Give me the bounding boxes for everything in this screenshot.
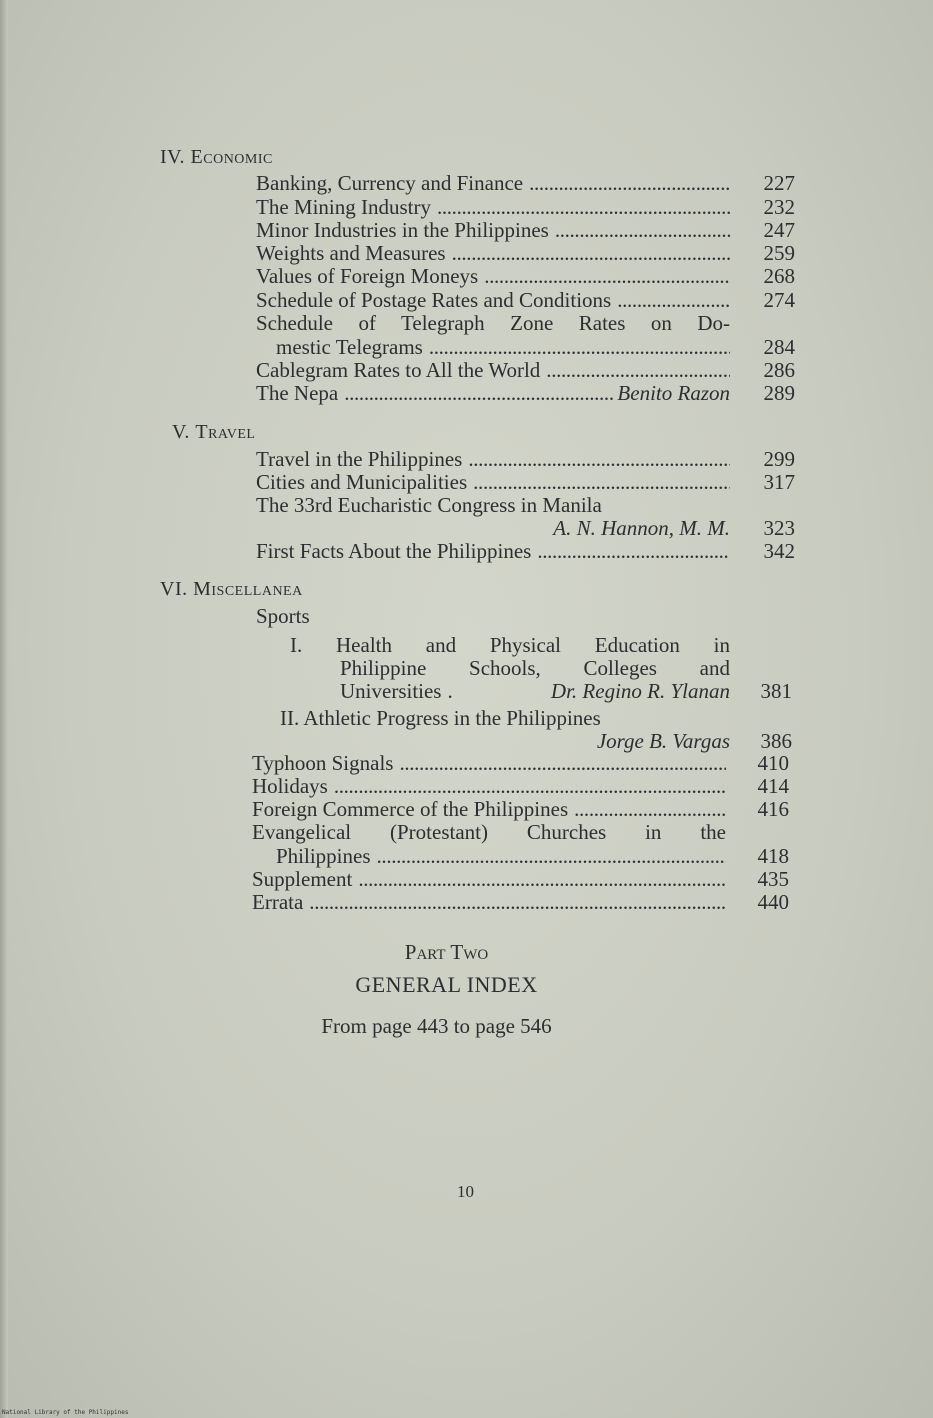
entry-title: Schedule of Postage Rates and Conditions <box>256 288 612 312</box>
toc-entry[interactable] <box>256 448 730 471</box>
section-heading-economic <box>160 146 273 169</box>
toc-entry[interactable] <box>256 172 730 195</box>
leader-dots <box>546 359 730 382</box>
toc-entry[interactable] <box>256 219 730 242</box>
toc-entry[interactable] <box>252 752 726 775</box>
page-spine-edge <box>0 0 8 1418</box>
entry-title: Holidays <box>252 774 328 798</box>
entry-page-number: 418 <box>757 844 789 868</box>
entry-page-number: 416 <box>757 797 789 821</box>
entry-title: The Nepa <box>256 381 339 405</box>
entry-title: Cablegram Rates to All the World <box>256 358 541 382</box>
entry-page-number: 414 <box>757 774 789 798</box>
entry-page-number: 274 <box>763 288 795 312</box>
entry-title: Weights and Measures <box>256 241 446 265</box>
leader-dots <box>529 172 730 195</box>
leader-dots <box>468 448 730 471</box>
entry-title: Values of Foreign Moneys <box>256 264 479 288</box>
leader-dots <box>452 242 730 265</box>
toc-entry[interactable] <box>256 359 730 382</box>
entry-page-number: 386 <box>760 729 792 753</box>
section-numeral: IV. <box>160 146 186 168</box>
entry-page-number: 286 <box>763 358 795 382</box>
leader-dots <box>437 196 730 219</box>
toc-entry[interactable] <box>256 540 730 563</box>
entry-title: Typhoon Signals <box>252 751 394 775</box>
section-numeral: V. <box>172 421 190 443</box>
section-heading-miscellanea <box>160 578 303 601</box>
general-index-title: GENERAL INDEX <box>355 972 538 997</box>
entry-page-number: 289 <box>763 381 795 405</box>
toc-entry[interactable] <box>252 775 726 798</box>
entry-author: A. N. Hannon, M. M. <box>553 516 730 540</box>
general-index-range: From page 443 to page 546 <box>321 1014 552 1038</box>
toc-entry-line2: Philippine Schools, Colleges and <box>340 656 730 680</box>
entry-title: Cities and Municipalities <box>256 470 468 494</box>
toc-entry[interactable] <box>256 265 730 288</box>
section-heading-travel <box>172 421 255 444</box>
entry-title: First Facts About the Philippines <box>256 539 532 563</box>
part-two-label: Part Two <box>404 940 489 964</box>
entry-title: The Mining Industry <box>256 195 431 219</box>
entry-title: Minor Industries in the Philippines <box>256 218 549 242</box>
entry-page-number: 381 <box>760 679 792 703</box>
toc-entry[interactable] <box>256 242 730 265</box>
page-number: 10 <box>457 1182 474 1201</box>
entry-title: Universities <box>340 679 442 703</box>
leader-dots <box>429 336 730 359</box>
entry-page-number: 284 <box>763 335 795 359</box>
toc-entry-line1[interactable]: II. Athletic Progress in the Philippines <box>280 706 601 730</box>
toc-entry-line3 <box>340 680 730 703</box>
toc-entry[interactable] <box>252 798 726 821</box>
toc-entry[interactable] <box>276 336 730 359</box>
entry-author: Benito Razon <box>617 381 730 405</box>
section-title: Economic <box>190 146 273 168</box>
sports-subheading: Sports <box>256 604 310 628</box>
entry-page-number: 317 <box>763 470 795 494</box>
toc-entry[interactable] <box>252 868 726 891</box>
toc-entry[interactable] <box>276 845 726 868</box>
entry-title: Banking, Currency and Finance <box>256 171 524 195</box>
leader-dots <box>309 891 726 914</box>
leader-dots <box>484 265 730 288</box>
entry-title: Philippines <box>276 844 371 868</box>
entry-author: Dr. Regino R. Ylanan <box>550 679 730 703</box>
section-numeral: VI. <box>160 578 188 600</box>
toc-entry[interactable] <box>256 289 730 312</box>
entry-page-number: 342 <box>763 539 795 563</box>
entry-page-number: 435 <box>757 867 789 891</box>
leader-dots <box>617 289 730 312</box>
leader-dots <box>555 219 730 242</box>
leader-dots <box>473 471 730 494</box>
entry-page-number: 323 <box>763 516 795 540</box>
entry-title: Errata <box>252 890 304 914</box>
entry-page-number: 247 <box>763 218 795 242</box>
entry-page-number: 259 <box>763 241 795 265</box>
entry-page-number: 410 <box>757 751 789 775</box>
toc-entry-line1[interactable]: The 33rd Eucharistic Congress in Manila <box>256 493 602 517</box>
toc-entry-line1[interactable]: Schedule of Telegraph Zone Rates on Do- <box>256 311 730 335</box>
leader-dots <box>334 775 726 798</box>
entry-title: mestic Telegrams <box>276 335 423 359</box>
section-title: Travel <box>195 421 256 443</box>
leader-dots <box>574 798 726 821</box>
toc-entry[interactable] <box>256 196 730 219</box>
toc-entry[interactable] <box>252 891 726 914</box>
leader-dots <box>377 845 726 868</box>
library-credit: National Library of the Philippines <box>2 1409 129 1416</box>
leader-dots <box>344 382 613 405</box>
entry-title: Foreign Commerce of the Philippines <box>252 797 569 821</box>
entry-page-number: 232 <box>763 195 795 219</box>
entry-title: Travel in the Philippines <box>256 447 463 471</box>
toc-entry[interactable] <box>256 471 730 494</box>
entry-title: Supplement <box>252 867 353 891</box>
entry-page-number: 268 <box>763 264 795 288</box>
leader-dots <box>537 540 730 563</box>
entry-page-number: 299 <box>763 447 795 471</box>
toc-entry[interactable] <box>256 382 730 405</box>
entry-page-number: 440 <box>757 890 789 914</box>
leader-dot: . <box>447 679 453 703</box>
section-title: Miscellanea <box>193 578 303 600</box>
entry-page-number: 227 <box>763 171 795 195</box>
leader-dots <box>358 868 726 891</box>
toc-entry-line1[interactable]: Evangelical (Protestant) Churches in the <box>252 820 726 844</box>
leader-dots <box>399 752 726 775</box>
entry-author: Jorge B. Vargas <box>596 729 730 753</box>
toc-entry-line1[interactable]: I. Health and Physical Education in <box>290 633 730 657</box>
